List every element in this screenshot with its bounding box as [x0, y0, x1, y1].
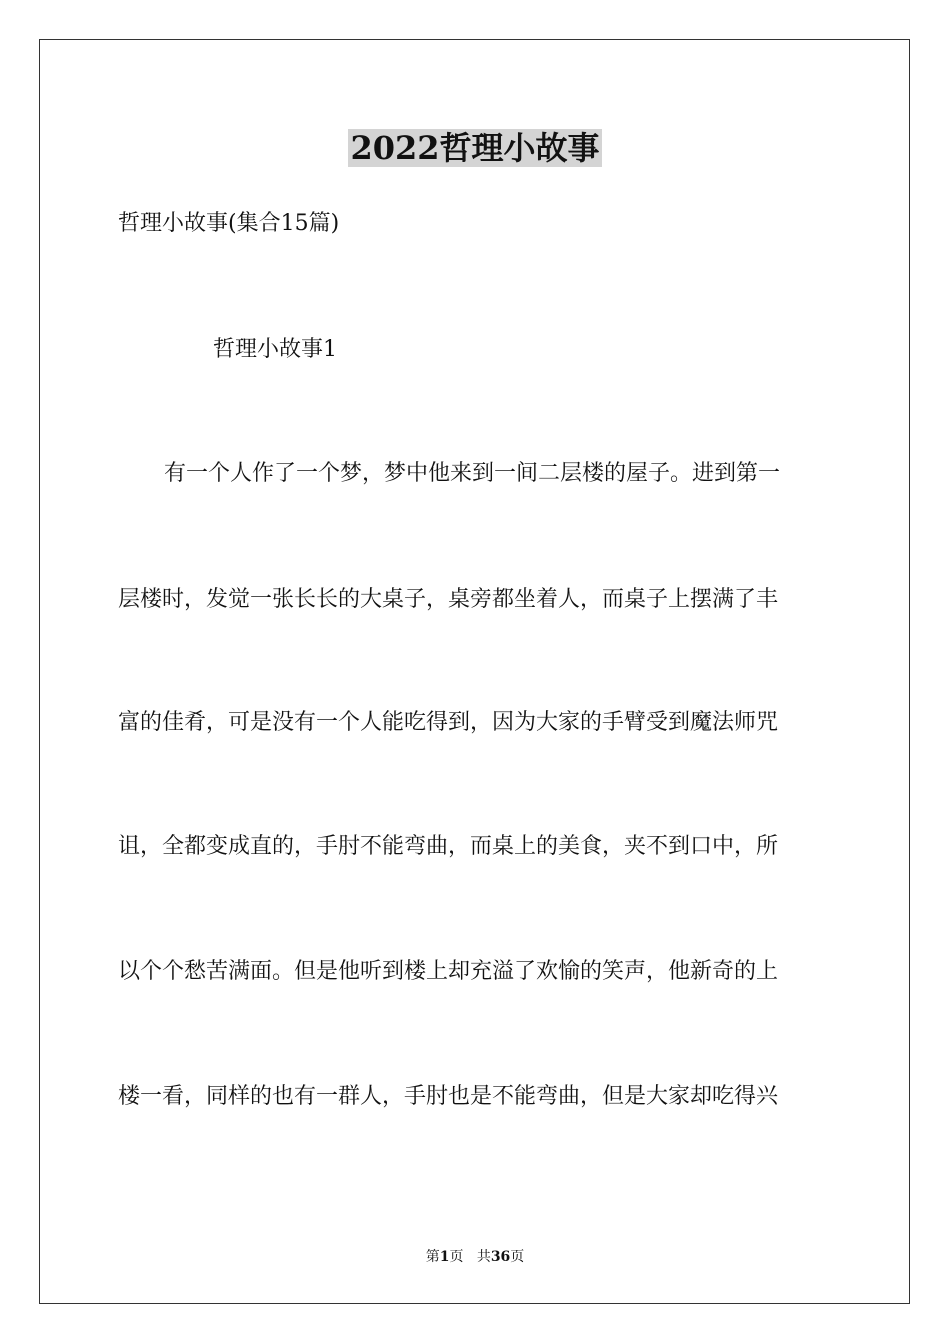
footer-total-prefix: 共	[476, 1249, 491, 1265]
paragraph-line-5: 以个个愁苦满面。但是他听到楼上却充溢了欢愉的笑声，他新奇的上	[118, 959, 779, 984]
footer-page-prefix: 第	[425, 1249, 440, 1265]
footer-total-suffix: 页	[510, 1249, 525, 1265]
paragraph-line-1: 有一个人作了一个梦，梦中他来到一间二层楼的屋子。进到第一	[164, 461, 781, 486]
document-subtitle: 哲理小故事(集合15篇)	[118, 211, 340, 236]
paragraph-line-2: 层楼时，发觉一张长长的大桌子，桌旁都坐着人，而桌子上摆满了丰	[118, 587, 779, 612]
paragraph-line-4: 诅，全都变成直的，手肘不能弯曲，而桌上的美食，夹不到口中，所	[118, 834, 779, 859]
footer-total-pages: 36	[490, 1249, 511, 1265]
paragraph-line-6: 楼一看，同样的也有一群人，手肘也是不能弯曲，但是大家却吃得兴	[118, 1084, 779, 1109]
section-heading: 哲理小故事1	[213, 337, 337, 362]
document-title-text: 2022哲理小故事	[350, 129, 600, 167]
page-footer	[0, 1247, 950, 1267]
paragraph-line-3: 富的佳肴，可是没有一个人能吃得到，因为大家的手臂受到魔法师咒	[118, 710, 779, 735]
footer-page-number: 1	[439, 1249, 450, 1265]
document-title	[0, 128, 950, 168]
footer-page-suffix: 页	[449, 1249, 464, 1265]
